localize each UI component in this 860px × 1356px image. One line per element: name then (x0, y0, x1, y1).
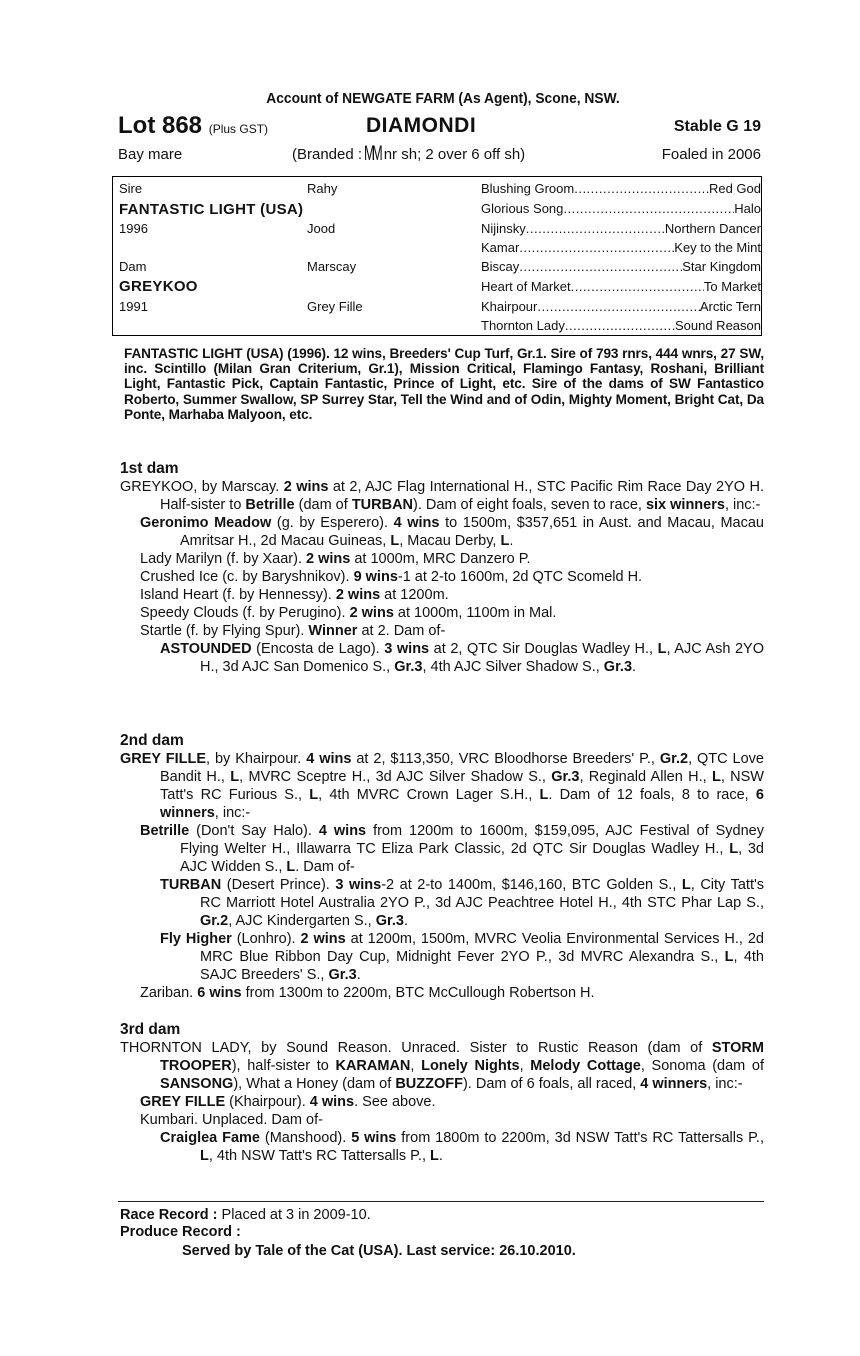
brand-info (292, 140, 526, 165)
grandparent-row (481, 181, 761, 199)
horse-info (118, 140, 763, 168)
grandparent-sire: Arctic Tern (699, 299, 761, 314)
progeny-entry: Zariban. 6 wins from 1300m to 2200m, BTC McCullough Robertson H. (140, 985, 595, 1001)
race-record-label: Race Record : (120, 1207, 218, 1223)
foaled-year: Foaled in 2006 (661, 146, 761, 163)
grandparent-sire: To Market (703, 279, 761, 294)
progeny-entry: Lady Marilyn (f. by Xaar). 2 wins at 1000m, MRC Danzero P. (140, 551, 531, 567)
progeny-entry: Speedy Clouds (f. by Perugino). 2 wins at 1000m, 1100m in Mal. (140, 605, 557, 621)
grandparent-sire: Key to the Mint (674, 240, 761, 255)
first-dam-heading: 1st dam (120, 460, 179, 477)
dam-label: Dam (119, 259, 147, 274)
grandparent-sire: Sound Reason (674, 318, 761, 333)
progeny-entry: Geronimo Meadow (g. by Esperero). 4 wins to 1500m, $357,651 in Aust. and Macau, Macau Amritsar H., 2d Macau Guineas, L, Macau Derby, L. (140, 515, 764, 549)
brand-mark-glyph: MM (364, 140, 380, 165)
sire-stats: FANTASTIC LIGHT (USA) (1996). 12 wins, Breeders' Cup Turf, Gr.1. Sire of 793 rnrs, 444 wnrs, 27 SW, inc. Scintillo (Milan Gran Criterium, Gr.1), Mission Critical, Flamingo Fantasy, Roshani, Brilliant Light, Fantastic Pick, Captain Fantastic, Prince of Light, etc. Sire of the dams of SW Fantastico Roberto, Summer Swallow, SP Surrey Star, Tell the Wind and of Odin, Mighty Moment, Bright Cat, Da Ponte, Marhaba Malyoon, etc. (124, 346, 764, 422)
horse-sex: Bay mare (118, 146, 183, 163)
progeny-entry: Betrille (Don't Say Halo). 4 wins from 1200m to 1600m, $159,095, AJC Festival of Sydney Flying Welter H., Illawarra TC Eliza Park Classic, 2d QTC Sir Douglas Wadley H., L, 3d AJC Widden S., L. Dam of- (140, 823, 764, 875)
stable-number: Stable G 19 (673, 118, 761, 135)
grandparent-name: Khairpour (481, 299, 538, 314)
grandparent-sire: Northern Dancer (664, 221, 761, 236)
sire-year: 1996 (119, 221, 148, 236)
sire-label: Sire (119, 181, 143, 196)
third-dam-heading: 3rd dam (120, 1021, 181, 1038)
served-by: Served by Tale of the Cat (USA). Last service: 26.10.2010. (182, 1243, 576, 1259)
brand-suffix: nr sh; 2 over 6 off sh) (383, 146, 526, 163)
grandparent-sire: Halo (734, 201, 761, 216)
dam-sire: Marscay (307, 259, 357, 274)
grandparent-name: Thornton Lady (481, 318, 565, 333)
grandparent-name: Blushing Groom (481, 181, 575, 196)
sire-name: FANTASTIC LIGHT (USA) (119, 201, 304, 218)
brand-prefix: (Branded : (292, 146, 363, 163)
lot-number (118, 112, 268, 140)
grandparent-row (481, 240, 761, 258)
lot-label: Lot 868 (118, 112, 203, 139)
grandparent-name: Heart of Market (481, 279, 571, 294)
progeny-entry: Crushed Ice (c. by Baryshnikov). 9 wins-1 at 2-to 1600m, 2d QTC Scomeld H. (140, 569, 643, 585)
dam-entry: THORNTON LADY, by Sound Reason. Unraced. Sister to Rustic Reason (dam of STORM TROOPER), half-sister to KARAMAN, Lonely Nights, Melody Cottage, Sonoma (dam of SANSONG), What a Honey (dam of BUZZOFF). Dam of 6 foals, all raced, 4 winners, inc:- (120, 1040, 764, 1092)
sire-sire: Rahy (307, 181, 338, 196)
plus-gst: (Plus GST) (208, 122, 269, 136)
grandparent-row (481, 279, 761, 297)
pedigree-table (112, 176, 762, 336)
lot-header (118, 112, 763, 142)
produce-record-label: Produce Record : (120, 1224, 241, 1240)
grandparent-name: Biscay (481, 259, 520, 274)
grandparent-sire: Star Kingdom (682, 259, 761, 274)
second-dam-heading: 2nd dam (120, 732, 184, 749)
grandparent-sire: Red God (708, 181, 761, 196)
grandparent-row (481, 259, 761, 277)
dam-dam: Grey Fille (307, 299, 363, 314)
race-record-value: Placed at 3 in 2009-10. (217, 1207, 371, 1223)
progeny-entry: Fly Higher (Lonhro). 2 wins at 1200m, 1500m, MVRC Veolia Environmental Services H., 2d MRC Blue Ribbon Day Cup, Midnight Fever 2YO P., 3d MVRC Alexandra S., L, 4th SAJC Breeders' S., Gr.3. (160, 931, 764, 983)
dam-name: GREYKOO (119, 278, 198, 295)
progeny-entry: Craiglea Fame (Manshood). 5 wins from 1800m to 2200m, 3d NSW Tatt's RC Tattersalls P., L, 4th NSW Tatt's RC Tattersalls P., L. (160, 1130, 764, 1164)
race-record (120, 1206, 371, 1224)
grandparent-name: Kamar (481, 240, 520, 255)
grandparent-name: Nijinsky (481, 221, 526, 236)
dam-entry: GREY FILLE, by Khairpour. 4 wins at 2, $113,350, VRC Bloodhorse Breeders' P., Gr.2, QTC Love Bandit H., L, MVRC Sceptre H., 3d AJC Silver Shadow S., Gr.3, Reginald Allen H., L, NSW Tatt's RC Furious S., L, 4th MVRC Crown Lager S.H., L. Dam of 12 foals, 8 to race, 6 winners, inc:- (120, 751, 764, 821)
section-divider (118, 1201, 764, 1202)
progeny-entry: GREY FILLE (Khairpour). 4 wins. See above. (140, 1094, 436, 1110)
grandparent-row (481, 299, 761, 317)
progeny-entry: Startle (f. by Flying Spur). Winner at 2. Dam of- (140, 623, 446, 639)
horse-name: DIAMONDI (366, 114, 477, 137)
sire-dam: Jood (307, 221, 336, 236)
progeny-entry: Island Heart (f. by Hennessy). 2 wins at 1200m. (140, 587, 449, 603)
progeny-entry: ASTOUNDED (Encosta de Lago). 3 wins at 2, QTC Sir Douglas Wadley H., L, AJC Ash 2YO H., 3d AJC San Domenico S., Gr.3, 4th AJC Silver Shadow S., Gr.3. (160, 641, 764, 675)
vendor-account: Account of NEWGATE FARM (As Agent), Scone, NSW. (266, 90, 620, 107)
dam-entry: GREYKOO, by Marscay. 2 wins at 2, AJC Flag International H., STC Pacific Rim Race Day 2YO H. Half-sister to Betrille (dam of TURBAN). Dam of eight foals, seven to race, six winners, inc:- (120, 479, 764, 513)
grandparent-row (481, 201, 761, 219)
dam-year: 1991 (119, 299, 148, 314)
progeny-entry: TURBAN (Desert Prince). 3 wins-2 at 2-to 1400m, $146,160, BTC Golden S., L, City Tatt's RC Marriott Hotel Australia 2YO P., 3d AJC Peachtree Hotel H., 4th STC Phar Lap S., Gr.2, AJC Kindergarten S., Gr.3. (160, 877, 764, 929)
grandparent-row (481, 221, 761, 239)
grandparent-name: Glorious Song (481, 201, 564, 216)
grandparent-row (481, 318, 761, 336)
progeny-entry: Kumbari. Unplaced. Dam of- (140, 1112, 323, 1128)
